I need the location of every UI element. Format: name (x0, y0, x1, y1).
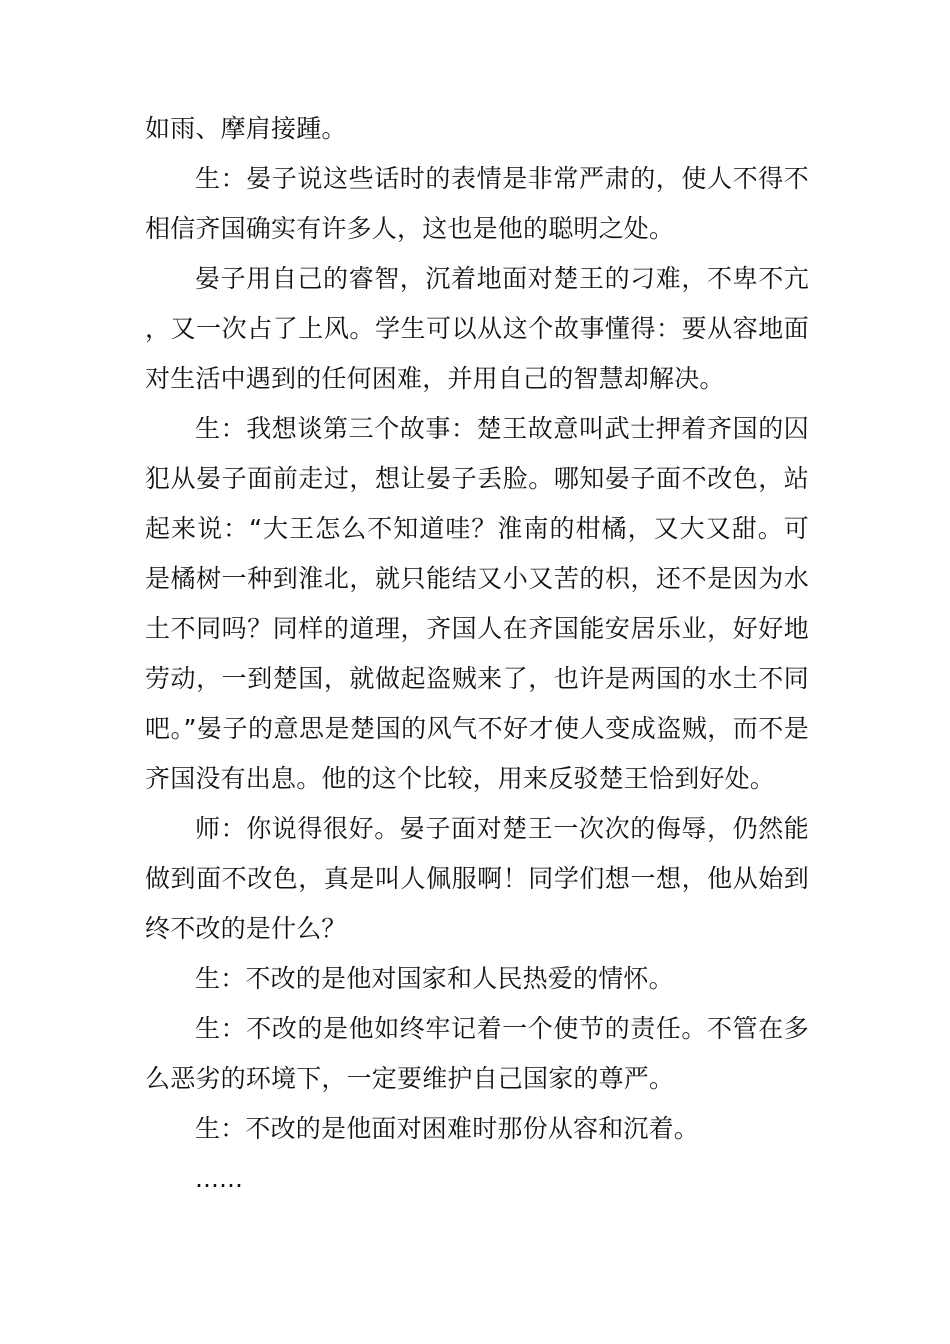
paragraph-teacher-question: 师：你说得很好。晏子面对楚王一次次的侮辱，仍然能做到面不改色，真是叫人佩服啊！同学们想一想，他从始到终不改的是什么？ (145, 814, 809, 943)
paragraph-continuation: 如雨、摩肩接踵。 (145, 114, 347, 143)
paragraph-student-answer-3: 生：不改的是他面对困难时那份从容和沉着。 (195, 1114, 700, 1143)
ellipsis: …… (195, 1165, 243, 1193)
paragraph-teacher-summary: 晏子用自己的睿智，沉着地面对楚王的刁难，不卑不亢，又一次占了上风。学生可以从这个故事懂得：要从容地面对生活中遇到的任何困难，并用自己的智慧却解决。 (145, 264, 809, 393)
paragraph-student-answer-1: 生：不改的是他对国家和人民热爱的情怀。 (195, 964, 674, 993)
paragraph-student-remark: 生：晏子说这些话时的表情是非常严肃的，使人不得不相信齐国确实有许多人，这也是他的聪明之处。 (145, 164, 809, 243)
paragraph-third-story: 生：我想谈第三个故事：楚王故意叫武士押着齐国的囚犯从晏子面前走过，想让晏子丢脸。哪知晏子面不改色，站起来说：“大王怎么不知道哇？淮南的柑橘，又大又甜。可是橘树一种到淮北，就只能结又小又苦的枳，还不是因为水土不同吗？同样的道理，齐国人在齐国能安居乐业，好好地劳动，一到楚国，就做起盗贼来了，也许是两国的水土不同吧。”晏子的意思是楚国的风气不好才使人变成盗贼，而不是齐国没有出息。他的这个比较，用来反驳楚王恰到好处。 (145, 414, 809, 793)
document-body (145, 104, 809, 1204)
paragraph-student-answer-2: 生：不改的是他如终牢记着一个使节的责任。不管在多么恶劣的环境下，一定要维护自己国家的尊严。 (145, 1014, 809, 1093)
